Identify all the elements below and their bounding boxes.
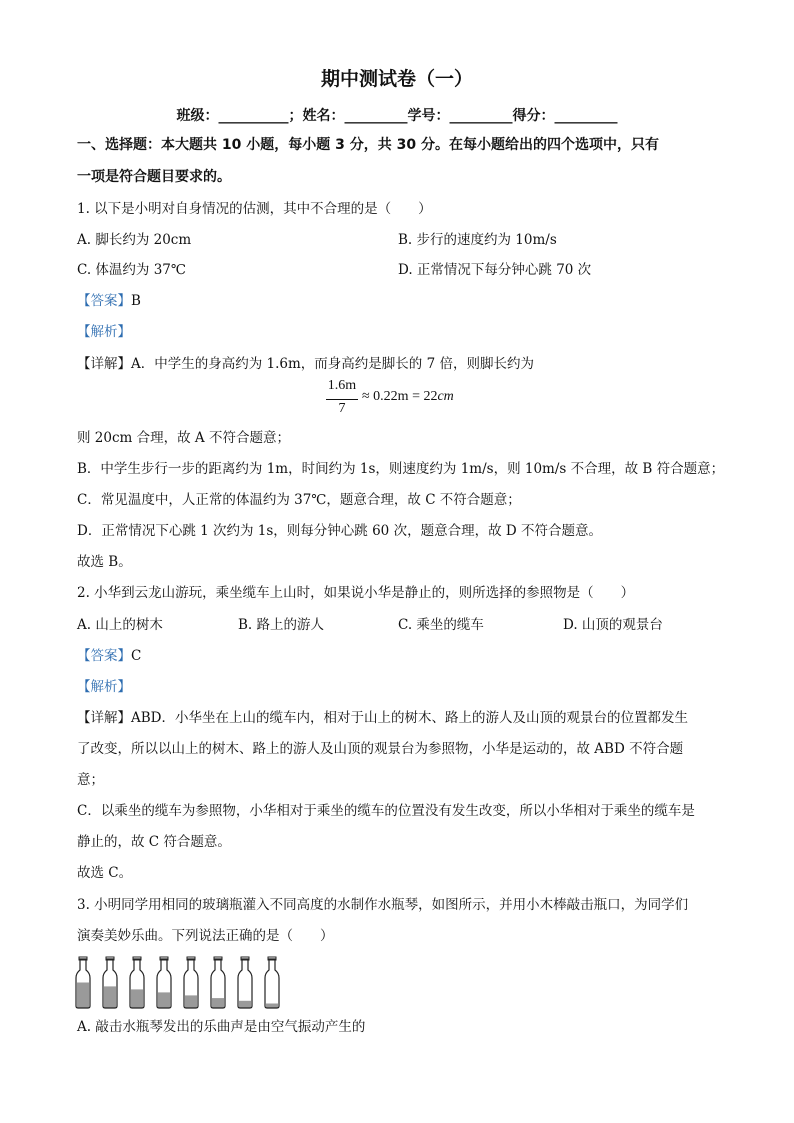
q1-stem: 1. 以下是小明对自身情况的估测，其中不合理的是（ ） bbox=[77, 201, 432, 217]
water-bottle-figure bbox=[74, 956, 290, 1010]
answer-value: B bbox=[131, 293, 141, 309]
q1-option-c: C. 体温约为 37℃ bbox=[77, 262, 187, 278]
q1-option-d: D. 正常情况下每分钟心跳 70 次 bbox=[398, 262, 592, 278]
score-blank: _________ bbox=[554, 108, 618, 124]
q1-option-a: A. 脚长约为 20cm bbox=[77, 232, 192, 248]
q3-stem-line2: 演奏美妙乐曲。下列说法正确的是（ ） bbox=[77, 928, 334, 944]
answer-value: C bbox=[131, 648, 142, 664]
q1-line-after: 则 20cm 合理，故 A 不符合题意； bbox=[77, 430, 290, 446]
q2-analysis-tag: 【解析】 bbox=[77, 679, 131, 695]
answer-tag: 【答案】 bbox=[77, 293, 131, 309]
water-fill bbox=[104, 986, 116, 1008]
section-heading-line1: 一、选择题：本大题共 10 小题，每小题 3 分，共 30 分。在每小题给出的四个选项中，只有 bbox=[77, 137, 659, 153]
formula-denominator: 7 bbox=[338, 401, 346, 416]
q2-stem: 2. 小华到云龙山游玩，乘坐缆车上山时，如果说小华是静止的，则所选择的参照物是（ ） bbox=[77, 585, 635, 601]
q2-detail-3: 意； bbox=[77, 772, 104, 788]
bottle bbox=[184, 957, 198, 1008]
q2-detail-2: 了改变，所以以山上的树木、路上的游人及山顶的观景台为参照物，小华是运动的，故 ABD 不符合题 bbox=[77, 741, 684, 757]
q1-analysis-tag: 【解析】 bbox=[77, 324, 131, 340]
q2-detail-1 bbox=[77, 708, 688, 728]
answer-tag: 【答案】 bbox=[77, 648, 131, 664]
q3-option-a: A. 敲击水瓶琴发出的乐曲声是由空气振动产生的 bbox=[77, 1019, 366, 1035]
id-blank: _________ bbox=[449, 108, 513, 124]
q1-answer bbox=[77, 291, 141, 311]
q1-option-b: B. 步行的速度约为 10m/s bbox=[398, 232, 557, 248]
q3-stem-line1: 3. 小明同学用相同的玻璃瓶灌入不同高度的水制作水瓶琴，如图所示，并用小木棒敲击瓶口，为同学们 bbox=[77, 897, 689, 913]
formula-numerator: 1.6m bbox=[327, 378, 357, 393]
bottle bbox=[265, 957, 279, 1008]
q1-detail-c: C．常见温度中，人正常的体温约为 37℃，题意合理，故 C 不符合题意； bbox=[77, 492, 521, 508]
name-blank: _________ bbox=[344, 108, 408, 124]
water-fill bbox=[266, 1004, 278, 1009]
detail-tag: 【详解】 bbox=[77, 356, 131, 372]
water-fill bbox=[131, 989, 143, 1008]
water-fill bbox=[239, 1001, 251, 1008]
bottle-outline bbox=[265, 959, 279, 1008]
q2-detail-5: 静止的，故 C 符合题意。 bbox=[77, 834, 231, 850]
bottle bbox=[157, 957, 171, 1008]
bottle bbox=[211, 957, 225, 1008]
fraction-bar bbox=[326, 399, 358, 400]
name-label: 姓名： bbox=[302, 108, 345, 124]
bottle-outline bbox=[238, 959, 252, 1008]
bottle bbox=[130, 957, 144, 1008]
formula-result bbox=[362, 389, 454, 405]
formula-unit: cm bbox=[437, 389, 454, 404]
water-fill bbox=[77, 983, 89, 1009]
q1-detail-d: D．正常情况下心跳 1 次约为 1s，则每分钟心跳 60 次，题意合理，故 D 不符合题意。 bbox=[77, 523, 602, 539]
q1-detail-b: B．中学生步行一步的距离约为 1m，时间约为 1s，则速度约为 1m/s，则 10m/s 不合理，故 B 符合题意； bbox=[77, 461, 725, 477]
q2-conclusion: 故选 C。 bbox=[77, 865, 133, 881]
water-fill bbox=[212, 998, 224, 1008]
bottle bbox=[238, 957, 252, 1008]
class-label: 班级： bbox=[176, 108, 219, 124]
q1-detail-a bbox=[77, 354, 534, 374]
detail-text: A．中学生的身高约为 1.6m，而身高约是脚长的 7 倍，则脚长约为 bbox=[131, 356, 534, 372]
bottle bbox=[76, 957, 90, 1008]
q2-answer bbox=[77, 646, 141, 666]
water-fill bbox=[158, 992, 170, 1008]
water-fill bbox=[185, 995, 197, 1008]
detail-text: ABD．小华坐在上山的缆车内，相对于山上的树木、路上的游人及山顶的观景台的位置都发生 bbox=[131, 710, 688, 726]
q2-option-a: A. 山上的树木 bbox=[77, 617, 163, 633]
detail-tag: 【详解】 bbox=[77, 710, 131, 726]
id-label: 学号： bbox=[407, 108, 450, 124]
student-info-line bbox=[0, 105, 794, 125]
q2-option-d: D. 山顶的观景台 bbox=[563, 617, 663, 633]
q2-option-b: B. 路上的游人 bbox=[238, 617, 325, 633]
section-heading-line2: 一项是符合题目要求的。 bbox=[77, 169, 231, 185]
q2-option-c: C. 乘坐的缆车 bbox=[398, 617, 484, 633]
page-title: 期中测试卷（一） bbox=[320, 68, 473, 90]
bottle bbox=[103, 957, 117, 1008]
score-label: 得分： bbox=[512, 108, 555, 124]
formula-rest: ≈ 0.22m = 22 bbox=[362, 389, 438, 404]
class-blank: __________； bbox=[218, 108, 303, 124]
q1-conclusion: 故选 B。 bbox=[77, 554, 132, 570]
q2-detail-4: C．以乘坐的缆车为参照物，小华相对于乘坐的缆车的位置没有发生改变，所以小华相对于乘坐的缆车是 bbox=[77, 803, 695, 819]
